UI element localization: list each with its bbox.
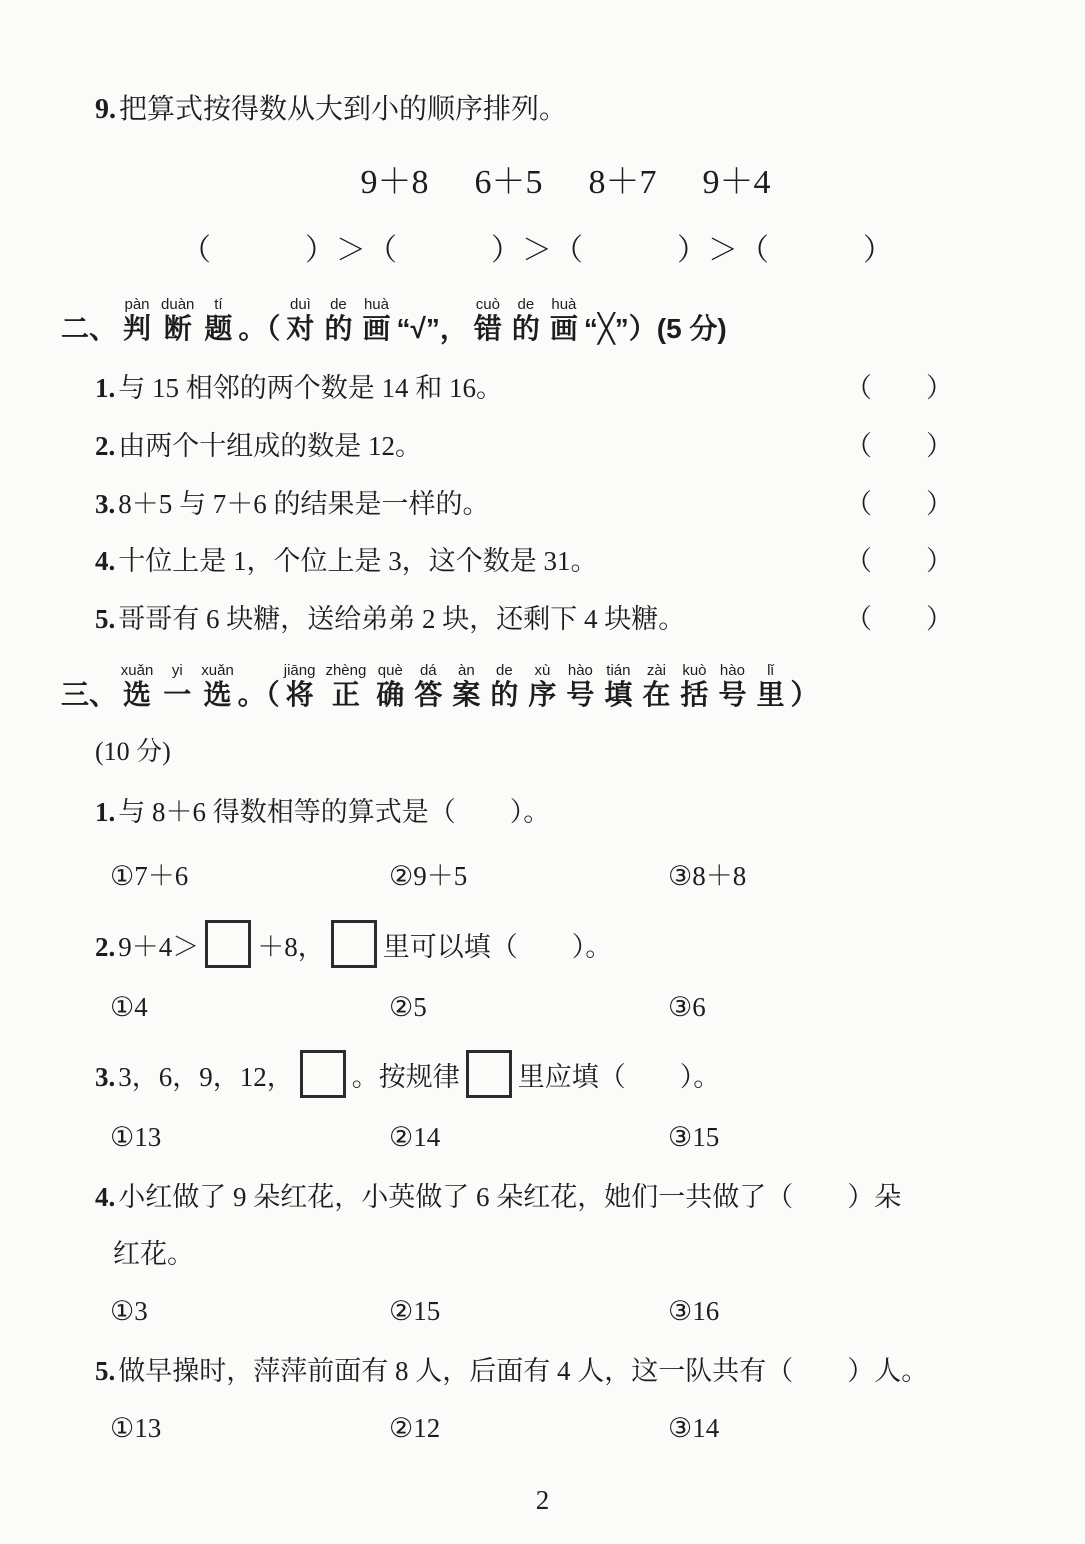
option-3: ③14 xyxy=(668,1413,720,1444)
heading-text: “√”， xyxy=(396,313,468,345)
choice-item-3-stem xyxy=(95,1050,1030,1098)
option-2: ②14 xyxy=(389,1121,441,1152)
section-choice xyxy=(60,663,1015,1444)
option-1: ①13 xyxy=(110,1413,162,1444)
option-1: ①4 xyxy=(110,991,148,1022)
item-number: 4. xyxy=(95,1181,116,1212)
ruby-char: 括kuò xyxy=(680,661,709,710)
judgment-statement: 由两个十组成的数是 12。 xyxy=(118,430,422,461)
ruby-char: 里lǐ xyxy=(756,661,785,710)
judgment-row-1 xyxy=(95,372,953,406)
option-1: ①7＋6 xyxy=(110,860,189,891)
choice-item-1-options xyxy=(110,854,1015,893)
heading-text: 。（ xyxy=(237,678,280,710)
judgment-text xyxy=(95,603,685,637)
expression-3: 8＋7 xyxy=(588,164,657,202)
answer-blank: （ ） xyxy=(845,604,953,635)
blank-box xyxy=(466,1050,512,1098)
ruby-char: 画huà xyxy=(362,296,391,345)
heading-text: ） xyxy=(790,678,819,710)
item-number: 4. xyxy=(95,546,116,577)
judgment-statement: 十位上是 1，个位上是 3，这个数是 31。 xyxy=(118,546,598,577)
judgment-text xyxy=(95,372,503,406)
choice-item-text: 9＋4＞ ＋8， 里可以填（ ）。 xyxy=(118,932,612,962)
expression-2: 6＋5 xyxy=(474,164,543,202)
option-2: ②5 xyxy=(389,991,427,1022)
question-9-title xyxy=(95,92,1015,128)
answer-blank: （ ） xyxy=(845,546,953,577)
option-2: ②15 xyxy=(389,1296,441,1327)
ruby-char: 案àn xyxy=(452,661,481,710)
ruby-char: 一yi xyxy=(163,661,192,710)
choice-item-3-options xyxy=(110,1122,1015,1153)
ruby-char: 判pàn xyxy=(123,296,152,345)
item-number: 3. xyxy=(95,488,116,519)
choice-item-text: 做早操时，萍萍前面有 8 人，后面有 4 人，这一队共有（ ）人。 xyxy=(118,1356,929,1387)
expression-4: 9＋4 xyxy=(702,164,771,202)
question-9 xyxy=(60,92,1015,269)
option-3: ③15 xyxy=(668,1121,720,1152)
judgment-statement: 与 15 相邻的两个数是 14 和 16。 xyxy=(118,373,503,404)
choice-item-2-stem xyxy=(95,920,1030,968)
option-3: ③8＋8 xyxy=(668,860,747,891)
ruby-char: 序xù xyxy=(528,661,557,710)
blank-box xyxy=(205,920,251,968)
ruby-char: 填tián xyxy=(604,661,633,710)
judgment-text xyxy=(95,545,598,579)
ruby-char: 正zhèng xyxy=(325,661,367,710)
page-footer xyxy=(0,1485,1085,1516)
score-note: (10 分) xyxy=(95,736,171,766)
ruby-char: 的de xyxy=(324,296,353,345)
ruby-char: 断duàn xyxy=(161,296,195,345)
section-judgment xyxy=(60,297,1015,637)
option-1: ①3 xyxy=(110,1296,148,1327)
answer-blank: （ ） xyxy=(845,430,953,461)
heading-text: 三、 xyxy=(61,678,118,710)
choice-item-text: 小红做了 9 朵红花，小英做了 6 朵红花，她们一共做了（ ）朵 xyxy=(118,1181,902,1212)
expression-row xyxy=(88,154,1043,203)
heading-text: “╳”）(5 分) xyxy=(583,313,727,345)
ruby-char: 错cuò xyxy=(473,296,502,345)
option-2: ②9＋5 xyxy=(389,860,468,891)
item-number: 5. xyxy=(95,1356,116,1387)
choice-item-1-stem xyxy=(95,795,1030,830)
ruby-char: 在zài xyxy=(642,661,671,710)
option-2: ②12 xyxy=(389,1413,441,1444)
ruby-char: 的de xyxy=(490,661,519,710)
item-number: 2. xyxy=(95,430,116,461)
judgment-text xyxy=(95,430,422,464)
blank-box xyxy=(300,1050,346,1098)
option-3: ③6 xyxy=(668,991,706,1022)
page-number: 2 xyxy=(535,1485,550,1515)
choice-item-text: 与 8＋6 得数相等的算式是（ ）。 xyxy=(118,796,551,827)
judgment-statement: 哥哥有 6 块糖，送给弟弟 2 块，还剩下 4 块糖。 xyxy=(118,604,686,635)
ruby-char: 题tí xyxy=(204,296,233,345)
item-number: 9. xyxy=(95,94,116,125)
answer-blank: （ ） xyxy=(845,488,953,519)
choice-item-5-stem xyxy=(95,1354,1030,1389)
choice-item-text: 3，6，9，12， 。按规律 里应填（ ）。 xyxy=(118,1062,720,1092)
ruby-char: 号hào xyxy=(718,661,747,710)
ruby-char: 将jiāng xyxy=(283,661,316,710)
option-1: ①13 xyxy=(110,1121,162,1152)
judgment-statement: 8＋5 与 7＋6 的结果是一样的。 xyxy=(118,488,490,519)
section3-heading xyxy=(60,663,1015,711)
judgment-text xyxy=(95,488,490,522)
ruby-char: 对duì xyxy=(286,296,315,345)
judgment-row-2 xyxy=(95,430,953,464)
answer-blank: （ ） xyxy=(845,373,953,404)
ruby-char: 答dá xyxy=(414,661,443,710)
item-number: 2. xyxy=(95,931,116,962)
ruby-char: 的de xyxy=(511,296,540,345)
choice-item-5-options xyxy=(110,1413,1015,1444)
section2-heading xyxy=(60,297,1015,345)
expression-1: 9＋8 xyxy=(360,164,429,202)
ruby-char: 画huà xyxy=(549,296,578,345)
judgment-row-4 xyxy=(95,545,953,579)
item-number: 1. xyxy=(95,373,116,404)
blank-box xyxy=(331,920,377,968)
question-9-text: 把算式按得数从大到小的顺序排列。 xyxy=(119,94,568,125)
choice-item-4-stem xyxy=(95,1180,1030,1215)
option-3: ③16 xyxy=(668,1296,720,1327)
ruby-char: 号hào xyxy=(566,661,595,710)
item-number: 5. xyxy=(95,604,116,635)
heading-text: 二、 xyxy=(61,313,118,345)
ruby-char: 选xuǎn xyxy=(201,661,234,710)
judgment-row-5 xyxy=(95,603,953,637)
choice-item-4-options xyxy=(110,1296,1015,1327)
judgment-row-3 xyxy=(95,488,953,522)
choice-item-4-stem-line2: 红花。 xyxy=(113,1238,194,1269)
item-number: 1. xyxy=(95,796,116,827)
ordering-blanks: （ ）＞（ ）＞（ ）＞（ ） xyxy=(181,234,894,268)
choice-item-2-options xyxy=(110,992,1015,1023)
item-number: 3. xyxy=(95,1061,116,1092)
ruby-char: 选xuǎn xyxy=(120,661,154,710)
heading-text: 。（ xyxy=(238,313,281,345)
ruby-char: 确què xyxy=(376,661,405,710)
